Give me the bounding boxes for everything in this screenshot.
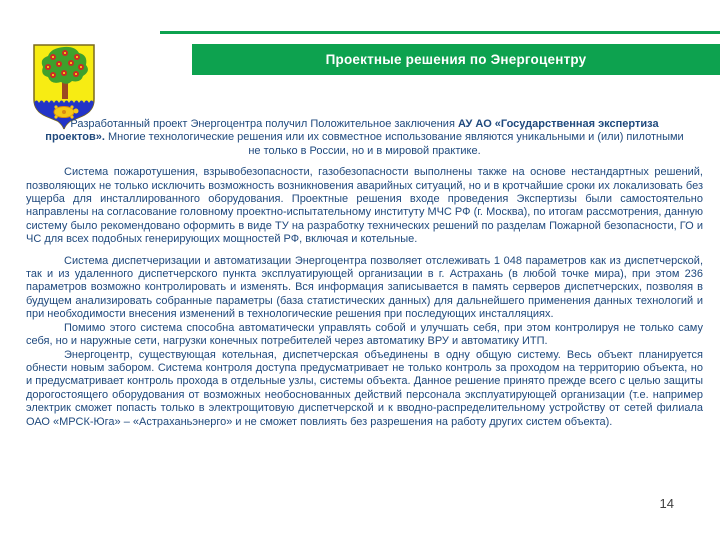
paragraph-fire-safety: Система пожаротушения, взрывобезопасности, газобезопасности выполнены также на основе нестандартных решений, позволяющих не только исключить возможность возникновения аварийных ситуаций, но и в кротчайшие сроки их локализовать без ущерба для инсталлированного оборудования. Проектные решения входе проведения Экспертизы были самостоятельно направлены на согласование головному проектно-испытательному институту МЧС РФ (г. Москва), по итогам рассмотрения, данную систему было рекомендовано оформить в виде ТУ на разработку технических решений по разделам Пожарной безопасности, ГО и ЧС для всех подобных генерирующих мощностей РФ, включая и котельные.	[26, 166, 703, 246]
expertise-text-end: Многие технологические решения или их совместное использование являются уникальными и (или) пилотными не только в России, но и в мировой практике.	[104, 131, 684, 157]
paragraph-expertise	[44, 118, 685, 158]
page-number: 14	[659, 496, 674, 511]
paragraph-access-control: Энергоцентр, существующая котельная, диспетчерская объединены в одну общую систему. Весь объект планируется обнести новым забором. Система контроля доступа предусматривает не только контроль за проходом на территорию объекта, но и предусматривает контроль прохода в отдельные узлы, системы объекта. Данное решение принято прежде всего с целью защиты дорогостоящего оборудования от возможных необоснованных действий персонала эксплуатирующей организации (т.е. например электрик сможет попасть только в электрощитовую диспетчерской и к вводно-распределительному устройству от сетей филиала ОАО «МРСК-Юга» – «Астраханьэнерго» и не сможет повлиять без разрешения на работу других систем объекта).	[26, 348, 703, 428]
slide-title-bar	[192, 44, 720, 75]
paragraph-dispatch-automation: Система диспетчеризации и автоматизации Энергоцентра позволяет отслеживать 1 048 параметров как из диспетчерской, так и из удаленного диспетчерского пункта эксплуатирующей организации в г. Астрахань (в любой точке мира), при этом 236 параметров возможно контролировать и изменять. Вся информация записывается в память серверов диспетчерских, позволяя в будущем анализировать собранные параметры (база статистических данных) для дальнейшего применения данных технологий и при необходимости внесения изменений в технологические решения при последующих инсталляциях.	[26, 254, 703, 321]
paragraph-self-management: Помимо этого система способна автоматически управлять собой и улучшать себя, при этом контролируя не только саму себя, но и наружные сети, нагрузки конечных потребителей через автоматику ВРУ и автоматику ИТП.	[26, 321, 703, 348]
slide-title: Проектные решения по Энергоцентру	[325, 52, 587, 67]
slide-body-text	[26, 118, 703, 429]
expertise-text-start: Разработанный проект Энергоцентра получил Положительное заключения	[70, 118, 458, 130]
header-accent-line	[160, 31, 720, 34]
expertise-bold-phrase: АУ АО «Государственная экспертиза проектов».	[45, 118, 659, 144]
